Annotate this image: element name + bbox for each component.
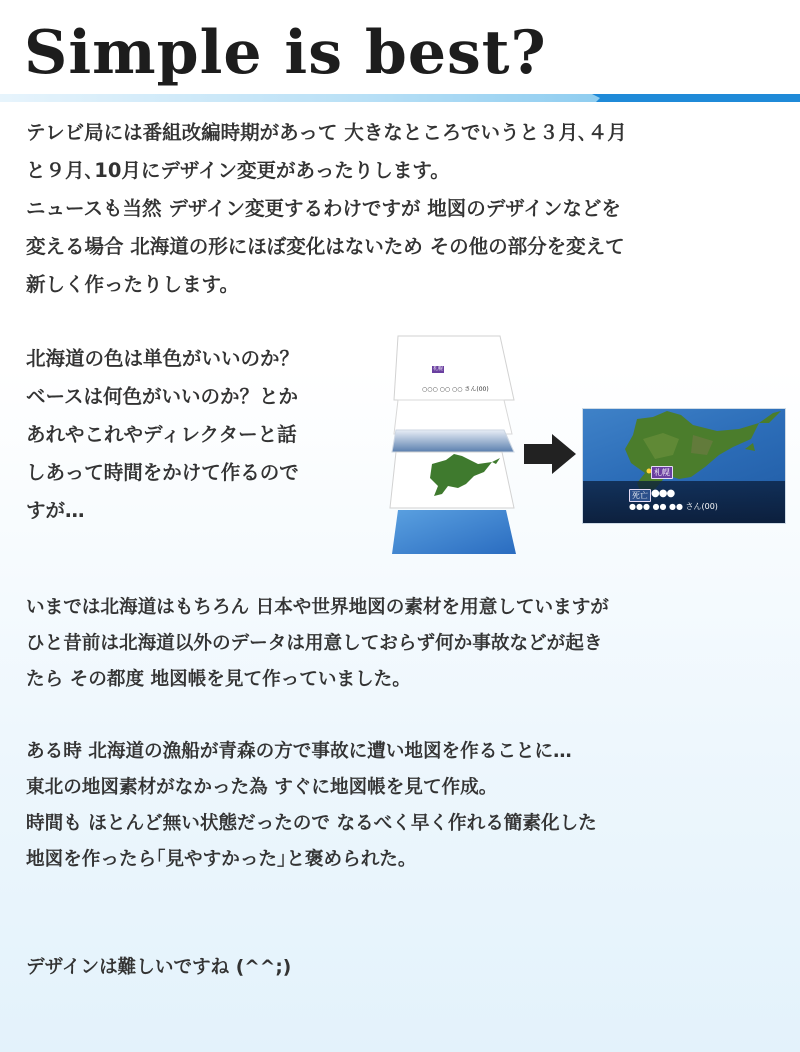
side-text-line: ベースは何色がいいのか？とか [26,385,299,408]
mini-place-tag: 札幌 [433,366,444,372]
caption-line: ●●● ●● ●● さん(00) [629,502,718,511]
intro-line: と９月､10月にデザイン変更があったりします。 [26,159,450,182]
intro-line: ニュースも当然 デザイン変更するわけですが 地図のデザインなどを [26,197,621,220]
side-text-line: 北海道の色は単色がいいのか？ [26,347,300,370]
intro-paragraph [26,114,627,304]
side-text-line: しあって時間をかけて作るので [26,461,299,484]
intro-line: テレビ局には番組改編時期があって 大きなところでいうと３月､４月 [26,121,627,144]
right-arrow-icon [522,432,578,476]
paragraph-3-line: 東北の地図素材がなかった為 すぐに地図帳を見て作成。 [26,777,498,798]
closing-line: デザインは難しいですね (^^;) [26,957,292,978]
layer-caption-panel [392,334,518,404]
paragraph-3-line: ある時 北海道の漁船が青森の方で事故に遭い地図を作ることに… [26,741,572,762]
title-underline-stripe [0,92,800,104]
side-text-paragraph [26,340,299,530]
paragraph-3-line: 時間も ほとんど無い状態だったので なるべく早く作れる簡素化した [26,813,597,834]
paragraph-2-line: たら その都度 地図帳を見て作っていました。 [26,669,411,690]
mini-caption-text: ○○○ ○○ ○○ さん(00) [422,386,489,393]
caption-dots: ●●● [651,488,675,499]
side-text-line: すが… [26,499,85,522]
tv-map-screen [582,408,786,524]
caption-tag: 死亡 [629,489,651,502]
paragraph-2 [26,590,609,698]
layer-ocean-panel [390,508,520,558]
paragraph-3 [26,734,597,878]
paragraph-3-line: 地図を作ったら｢見やすかった｣と褒められた。 [26,849,417,870]
place-tag: 札幌 [651,466,673,479]
page-title: Simple is best? [24,18,547,88]
paragraph-2-line: いまでは北海道はもちろん 日本や世界地図の素材を用意していますが [26,597,609,618]
layer-map-panel [388,450,520,512]
intro-line: 新しく作ったりします。 [26,273,239,296]
intro-line: 変える場合 北海道の形にほぼ変化はないため その他の部分を変えて [26,235,625,258]
paragraph-2-line: ひと昔前は北海道以外のデータは用意しておらず何か事故などが起き [26,633,603,654]
side-text-line: あれやこれやディレクターと話 [26,423,297,446]
